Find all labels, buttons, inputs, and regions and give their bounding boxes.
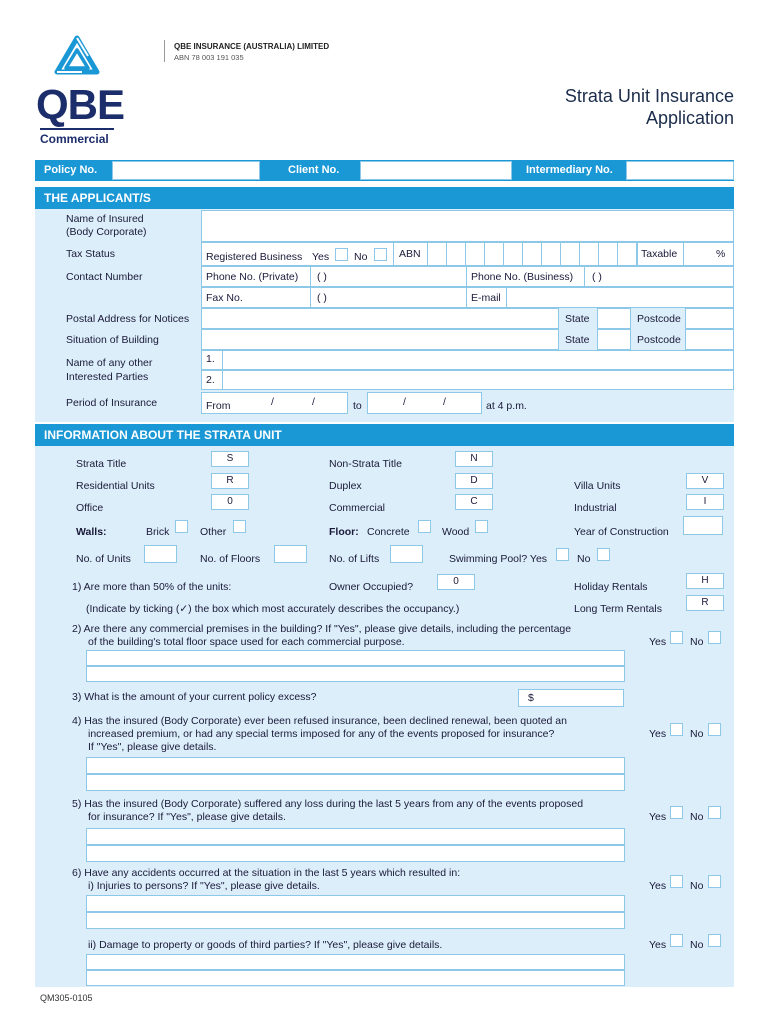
body-corporate-label: (Body Corporate) xyxy=(66,226,147,238)
other-wall-checkbox[interactable] xyxy=(233,520,246,533)
interested-num-2: 2. xyxy=(206,374,215,386)
postal-state-field[interactable] xyxy=(597,308,631,329)
period-from-label: From xyxy=(206,400,231,412)
q4-details-line-1[interactable] xyxy=(86,757,625,774)
strata-title-label: Strata Title xyxy=(76,458,127,470)
q6-text-c: ii) Damage to property or goods of third parties? If "Yes", please give details. xyxy=(88,939,443,951)
residential-box[interactable]: R xyxy=(211,473,249,489)
q5-no-checkbox[interactable] xyxy=(708,806,721,819)
floors-field[interactable] xyxy=(274,545,307,563)
strata-title-box[interactable]: S xyxy=(211,451,249,467)
policy-no-field[interactable] xyxy=(112,161,260,180)
phone-private-paren[interactable]: ( ) xyxy=(317,271,327,283)
taxable-pct: % xyxy=(716,248,726,260)
wood-label: Wood xyxy=(442,526,470,538)
industrial-label: Industrial xyxy=(574,502,617,514)
intermediary-label: Intermediary No. xyxy=(526,164,613,176)
reg-no-label: No xyxy=(354,251,368,263)
q4-text-c: If "Yes", please give details. xyxy=(88,741,217,753)
postal-address-field[interactable] xyxy=(201,308,559,329)
q5-no-label: No xyxy=(690,811,704,823)
form-title-2: Application xyxy=(645,108,734,128)
q6i-no-checkbox[interactable] xyxy=(708,875,721,888)
duplex-box[interactable]: D xyxy=(455,473,493,489)
q6i-no-label: No xyxy=(690,880,704,892)
q2-details-line-1[interactable] xyxy=(86,650,625,666)
situation-field[interactable] xyxy=(201,329,559,350)
pool-yes-checkbox[interactable] xyxy=(556,548,569,561)
q5-yes-checkbox[interactable] xyxy=(670,806,683,819)
name-insured-field[interactable] xyxy=(201,210,734,242)
q4-no-label: No xyxy=(690,728,704,740)
office-label: Office xyxy=(76,502,104,514)
period-to-label: to xyxy=(353,400,362,412)
non-strata-label: Non-Strata Title xyxy=(329,458,402,470)
abn-divider xyxy=(393,242,394,266)
situation-postcode-field[interactable] xyxy=(685,329,734,350)
commercial-box[interactable]: C xyxy=(455,494,493,510)
phone-business-paren[interactable]: ( ) xyxy=(592,271,602,283)
header-divider xyxy=(164,40,165,62)
q4-text-a: 4) Has the insured (Body Corporate) ever been refused insurance, been declined renewal, been quoted an xyxy=(72,715,567,727)
client-no-field[interactable] xyxy=(360,161,512,180)
q5-text-a: 5) Has the insured (Body Corporate) suffered any loss during the last 5 years from any of the events proposed xyxy=(72,798,584,810)
qbe-logo-icon xyxy=(52,34,102,80)
taxable-divider xyxy=(637,242,638,266)
units-field[interactable] xyxy=(144,545,177,563)
concrete-label: Concrete xyxy=(367,526,410,538)
phone-business-div xyxy=(466,266,467,287)
fax-label: Fax No. xyxy=(206,292,243,304)
abn-digit-boxes[interactable] xyxy=(427,242,637,266)
q6ii-no-checkbox[interactable] xyxy=(708,934,721,947)
interested-2-div xyxy=(222,370,223,390)
company-abn: ABN 78 003 191 035 xyxy=(174,53,244,62)
walls-label: Walls: xyxy=(76,526,107,538)
q3-text: 3) What is the amount of your current policy excess? xyxy=(72,691,317,703)
postal-state-label: State xyxy=(565,313,590,325)
period-to-slash-1: / xyxy=(403,396,406,408)
units-label: No. of Units xyxy=(76,553,131,565)
interested-party-2-field[interactable] xyxy=(201,370,734,390)
office-box[interactable]: 0 xyxy=(211,494,249,510)
applicant-header: THE APPLICANT/S xyxy=(35,187,734,209)
q3-dollar: $ xyxy=(528,692,534,704)
form-title-1: Strata Unit Insurance xyxy=(564,86,734,106)
period-from-slash-2: / xyxy=(312,396,315,408)
q2-text-a: 2) Are there any commercial premises in the building? If "Yes", please give details, including the percentage xyxy=(72,623,572,635)
q4-yes-label: Yes xyxy=(649,728,667,740)
pool-no-checkbox[interactable] xyxy=(597,548,610,561)
long-term-box[interactable]: R xyxy=(686,595,724,611)
logo-rule xyxy=(40,128,114,130)
holiday-box[interactable]: H xyxy=(686,573,724,589)
brick-checkbox[interactable] xyxy=(175,520,188,533)
fax-row xyxy=(201,287,734,308)
reg-no-checkbox[interactable] xyxy=(374,248,387,261)
abn-label: ABN xyxy=(399,248,421,260)
non-strata-box[interactable]: N xyxy=(455,451,493,467)
form-code: QM305-0105 xyxy=(40,993,93,1003)
q2-text-b: of the building's total floor space used for each commercial purpose. xyxy=(88,636,405,648)
qbe-logo-text: QBE xyxy=(36,81,125,128)
taxable-pct-divider xyxy=(683,242,684,266)
client-label: Client No. xyxy=(288,164,340,176)
owner-occupied-box[interactable]: 0 xyxy=(437,574,475,590)
other-wall-label: Other xyxy=(200,526,227,538)
year-label: Year of Construction xyxy=(574,526,669,538)
q2-details-line-2[interactable] xyxy=(86,666,625,682)
email-div xyxy=(466,287,467,308)
q1-label: 1) Are more than 50% of the units: xyxy=(72,581,232,593)
qbe-logo-sub: Commercial xyxy=(40,132,109,146)
lifts-label: No. of Lifts xyxy=(329,553,380,565)
situation-label: Situation of Building xyxy=(66,334,159,346)
q4-text-b: increased premium, or had any special terms imposed for any of the events proposed for insurance? xyxy=(88,728,555,740)
company-name: QBE INSURANCE (AUSTRALIA) LIMITED xyxy=(174,42,330,51)
q2-yes-checkbox[interactable] xyxy=(670,631,683,644)
strata-header: INFORMATION ABOUT THE STRATA UNIT xyxy=(35,424,734,446)
q6-text-b: i) Injuries to persons? If "Yes", please give details. xyxy=(88,880,320,892)
brick-label: Brick xyxy=(146,526,170,538)
tax-status-label: Tax Status xyxy=(66,248,116,260)
contact-number-label: Contact Number xyxy=(66,271,143,283)
name-insured-label: Name of Insured xyxy=(66,213,144,225)
q1-note: (Indicate by ticking (✓) the box which most accurately describes the occupancy.) xyxy=(86,603,460,615)
concrete-checkbox[interactable] xyxy=(418,520,431,533)
q4-details-line-2[interactable] xyxy=(86,774,625,791)
situation-postcode-label: Postcode xyxy=(637,334,681,346)
situation-state-field[interactable] xyxy=(597,329,631,350)
q6ii-details-line-2[interactable] xyxy=(86,970,625,986)
q6i-yes-label: Yes xyxy=(649,880,667,892)
villa-box[interactable]: V xyxy=(686,473,724,489)
registered-business-label: Registered Business xyxy=(206,251,303,263)
duplex-label: Duplex xyxy=(329,480,362,492)
q6ii-yes-checkbox[interactable] xyxy=(670,934,683,947)
floors-label: No. of Floors xyxy=(200,553,261,565)
phone-business-label: Phone No. (Business) xyxy=(471,271,574,283)
reg-yes-label: Yes xyxy=(312,251,330,263)
period-label: Period of Insurance xyxy=(66,397,158,409)
industrial-box[interactable]: I xyxy=(686,494,724,510)
holiday-label: Holiday Rentals xyxy=(574,581,648,593)
situation-state-label: State xyxy=(565,334,590,346)
postal-postcode-field[interactable] xyxy=(685,308,734,329)
q6i-details-line-1[interactable] xyxy=(86,895,625,912)
long-term-label: Long Term Rentals xyxy=(574,603,662,615)
owner-occupied-label: Owner Occupied? xyxy=(329,581,414,593)
q6ii-details-line-1[interactable] xyxy=(86,954,625,970)
intermediary-no-field[interactable] xyxy=(626,161,734,180)
q2-no-label: No xyxy=(690,636,704,648)
q4-no-checkbox[interactable] xyxy=(708,723,721,736)
period-time-label: at 4 p.m. xyxy=(486,400,527,412)
phone-private-label: Phone No. (Private) xyxy=(206,271,299,283)
floor-label: Floor: xyxy=(329,526,359,538)
interested-label-1: Name of any other xyxy=(66,357,153,369)
residential-label: Residential Units xyxy=(76,480,155,492)
postal-address-label: Postal Address for Notices xyxy=(66,313,190,325)
pool-label: Swimming Pool? Yes xyxy=(449,553,548,565)
taxable-label: Taxable xyxy=(641,248,678,260)
q2-yes-label: Yes xyxy=(649,636,667,648)
period-to-field[interactable] xyxy=(367,392,482,414)
email-div2 xyxy=(506,287,507,308)
q6i-yes-checkbox[interactable] xyxy=(670,875,683,888)
period-from-slash-1: / xyxy=(271,396,274,408)
commercial-label: Commercial xyxy=(329,502,386,514)
interested-num-1: 1. xyxy=(206,353,215,365)
phone-private-div xyxy=(310,266,311,287)
q6i-details-line-2[interactable] xyxy=(86,912,625,929)
q4-yes-checkbox[interactable] xyxy=(670,723,683,736)
interested-label-2: Interested Parties xyxy=(66,371,149,383)
q2-no-checkbox[interactable] xyxy=(708,631,721,644)
year-field[interactable] xyxy=(683,516,723,535)
wood-checkbox[interactable] xyxy=(475,520,488,533)
phone-business-div2 xyxy=(584,266,585,287)
lifts-field[interactable] xyxy=(390,545,423,563)
pool-no-label: No xyxy=(577,553,591,565)
q5-details-line-1[interactable] xyxy=(86,828,625,845)
period-to-slash-2: / xyxy=(443,396,446,408)
email-label: E-mail xyxy=(471,292,501,304)
reg-yes-checkbox[interactable] xyxy=(335,248,348,261)
postal-postcode-label: Postcode xyxy=(637,313,681,325)
q6ii-no-label: No xyxy=(690,939,704,951)
q5-yes-label: Yes xyxy=(649,811,667,823)
q6ii-yes-label: Yes xyxy=(649,939,667,951)
fax-div xyxy=(310,287,311,308)
q5-details-line-2[interactable] xyxy=(86,845,625,862)
interested-party-1-field[interactable] xyxy=(201,350,734,370)
villa-label: Villa Units xyxy=(574,480,621,492)
q5-text-b: for insurance? If "Yes", please give details. xyxy=(88,811,286,823)
q6-text-a: 6) Have any accidents occurred at the situation in the last 5 years which resulted in: xyxy=(72,867,461,879)
interested-1-div xyxy=(222,350,223,370)
policy-label: Policy No. xyxy=(44,164,98,176)
fax-paren[interactable]: ( ) xyxy=(317,292,327,304)
